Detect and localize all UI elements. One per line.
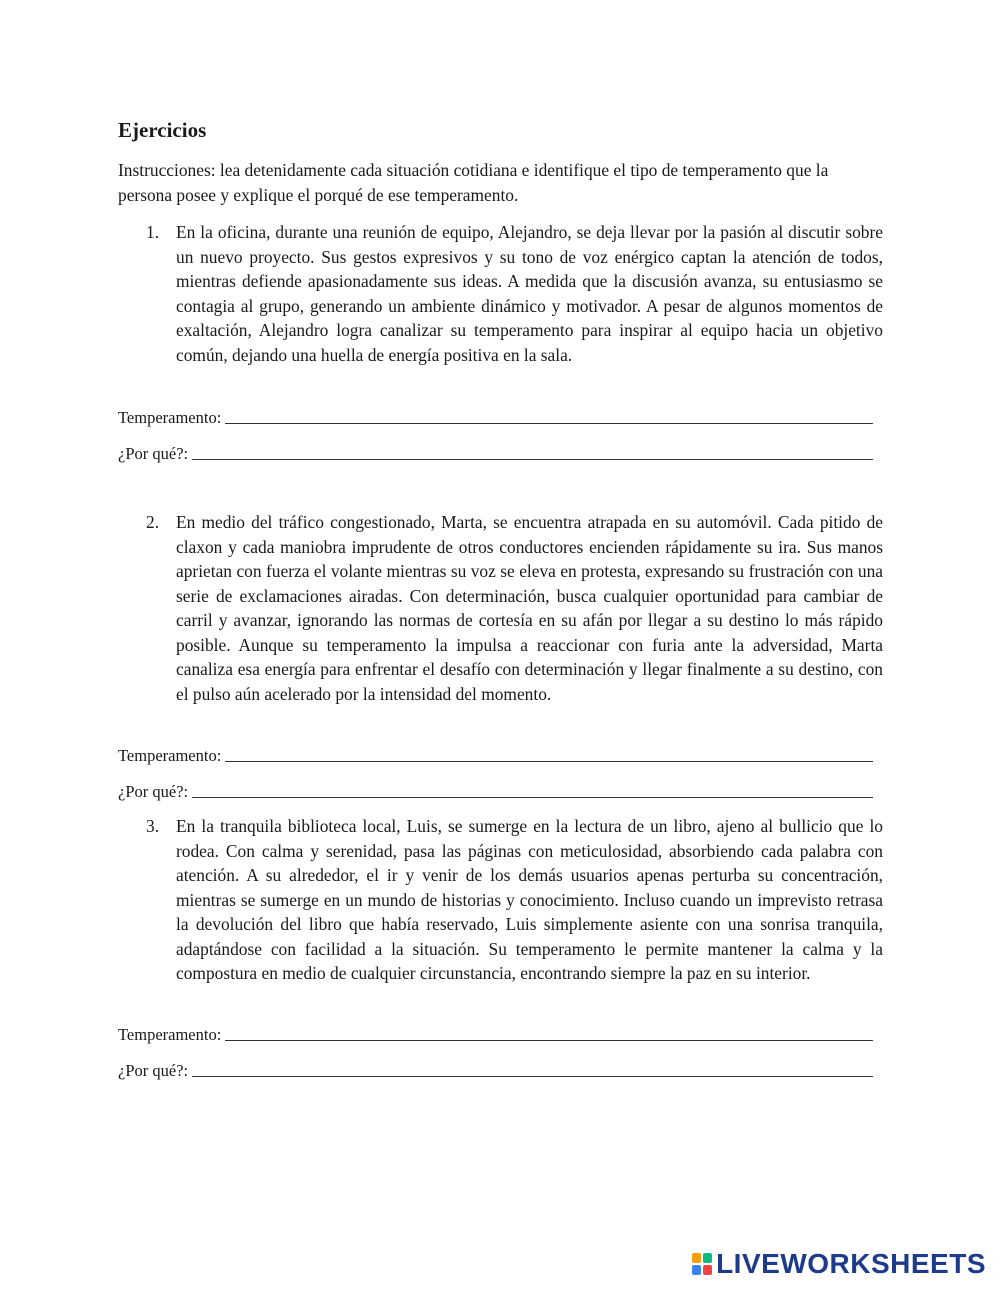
- why-label: ¿Por qué?:: [118, 1061, 189, 1080]
- temperament-label: Temperamento:: [118, 746, 222, 765]
- exercise-2: [118, 510, 883, 706]
- exercise-number: 2.: [146, 512, 160, 532]
- temperament-input-3[interactable]: [225, 1023, 873, 1041]
- liveworksheets-branding[interactable]: [692, 1248, 986, 1280]
- exercise-text: En medio del tráfico congestionado, Marta, se encuentra atrapada en su automóvil. Cada pitido de claxon y cada maniobra imprudente de otros conductores encienden rápidamente su ira. Sus manos aprietan con fuerza el volante mientras su voz se eleva en protesta, expresando su frustración con una serie de exclamaciones airadas. Con determinación, busca cualquier oportunidad para cambiar de carril y avanzar, ignorando las normas de cortesía en su afán por llegar a su destino lo más rápido posible. Aunque su temperamento la impulsa a reaccionar con furia ante la adversidad, Marta canaliza esa energía para enfrentar el desafío con determinación y llegar finalmente a su destino, con el pulso aún acelerado por la intensidad del momento.: [176, 512, 883, 704]
- exercise-1: [118, 220, 883, 367]
- why-label: ¿Por qué?:: [118, 782, 189, 801]
- why-answer-row-3: [118, 1057, 873, 1081]
- why-answer-row-2: [118, 778, 873, 802]
- exercise-number: 1.: [146, 222, 160, 242]
- temperament-answer-row-3: [118, 1021, 873, 1045]
- brand-name: LIVEWORKSHEETS: [716, 1248, 986, 1279]
- temperament-label: Temperamento:: [118, 408, 222, 427]
- exercise-3: [118, 814, 883, 986]
- section-heading: Ejercicios: [118, 118, 207, 142]
- temperament-answer-row-2: [118, 742, 873, 766]
- temperament-input-2[interactable]: [225, 744, 873, 762]
- liveworksheets-logo-icon: [692, 1253, 712, 1275]
- why-input-2[interactable]: [192, 780, 873, 798]
- why-label: ¿Por qué?:: [118, 444, 189, 463]
- temperament-input-1[interactable]: [225, 406, 873, 424]
- exercise-text: En la oficina, durante una reunión de equipo, Alejandro, se deja llevar por la pasión al discutir sobre un nuevo proyecto. Sus gestos expresivos y su tono de voz enérgico captan la atención de todos, mientras defiende apasionadamente sus ideas. A medida que la discusión avanza, su entusiasmo se contagia al grupo, generando un ambiente dinámico y motivador. A pesar de algunos momentos de exaltación, Alejandro logra canalizar su temperamento para inspirar al equipo hacia un objetivo común, dejando una huella de energía positiva en la sala.: [176, 222, 883, 365]
- logo-tile: [692, 1253, 701, 1263]
- exercise-text: En la tranquila biblioteca local, Luis, se sumerge en la lectura de un libro, ajeno al bullicio que lo rodea. Con calma y serenidad, pasa las páginas con meticulosidad, absorbiendo cada palabra con atención. A su alrededor, el ir y venir de los demás usuarios apenas perturba su concentración, mientras se sumerge en un mundo de historias y conocimiento. Incluso cuando un imprevisto retrasa la devolución del libro que había reservado, Luis simplemente asiente con una sonrisa tranquila, adaptándose con facilidad a la situación. Su temperamento le permite mantener la calma y la compostura en medio de cualquier circunstancia, encontrando siempre la paz en su interior.: [176, 816, 883, 983]
- why-input-1[interactable]: [192, 442, 873, 460]
- why-answer-row-1: [118, 440, 873, 464]
- logo-tile: [692, 1265, 701, 1275]
- logo-tile: [703, 1265, 712, 1275]
- why-input-3[interactable]: [192, 1059, 873, 1077]
- exercise-number: 3.: [146, 816, 160, 836]
- temperament-answer-row-1: [118, 404, 873, 428]
- temperament-label: Temperamento:: [118, 1025, 222, 1044]
- logo-tile: [703, 1253, 712, 1263]
- instructions-text: Instrucciones: lea detenidamente cada situación cotidiana e identifique el tipo de temperamento que la persona posee y explique el porqué de ese temperamento.: [118, 160, 829, 205]
